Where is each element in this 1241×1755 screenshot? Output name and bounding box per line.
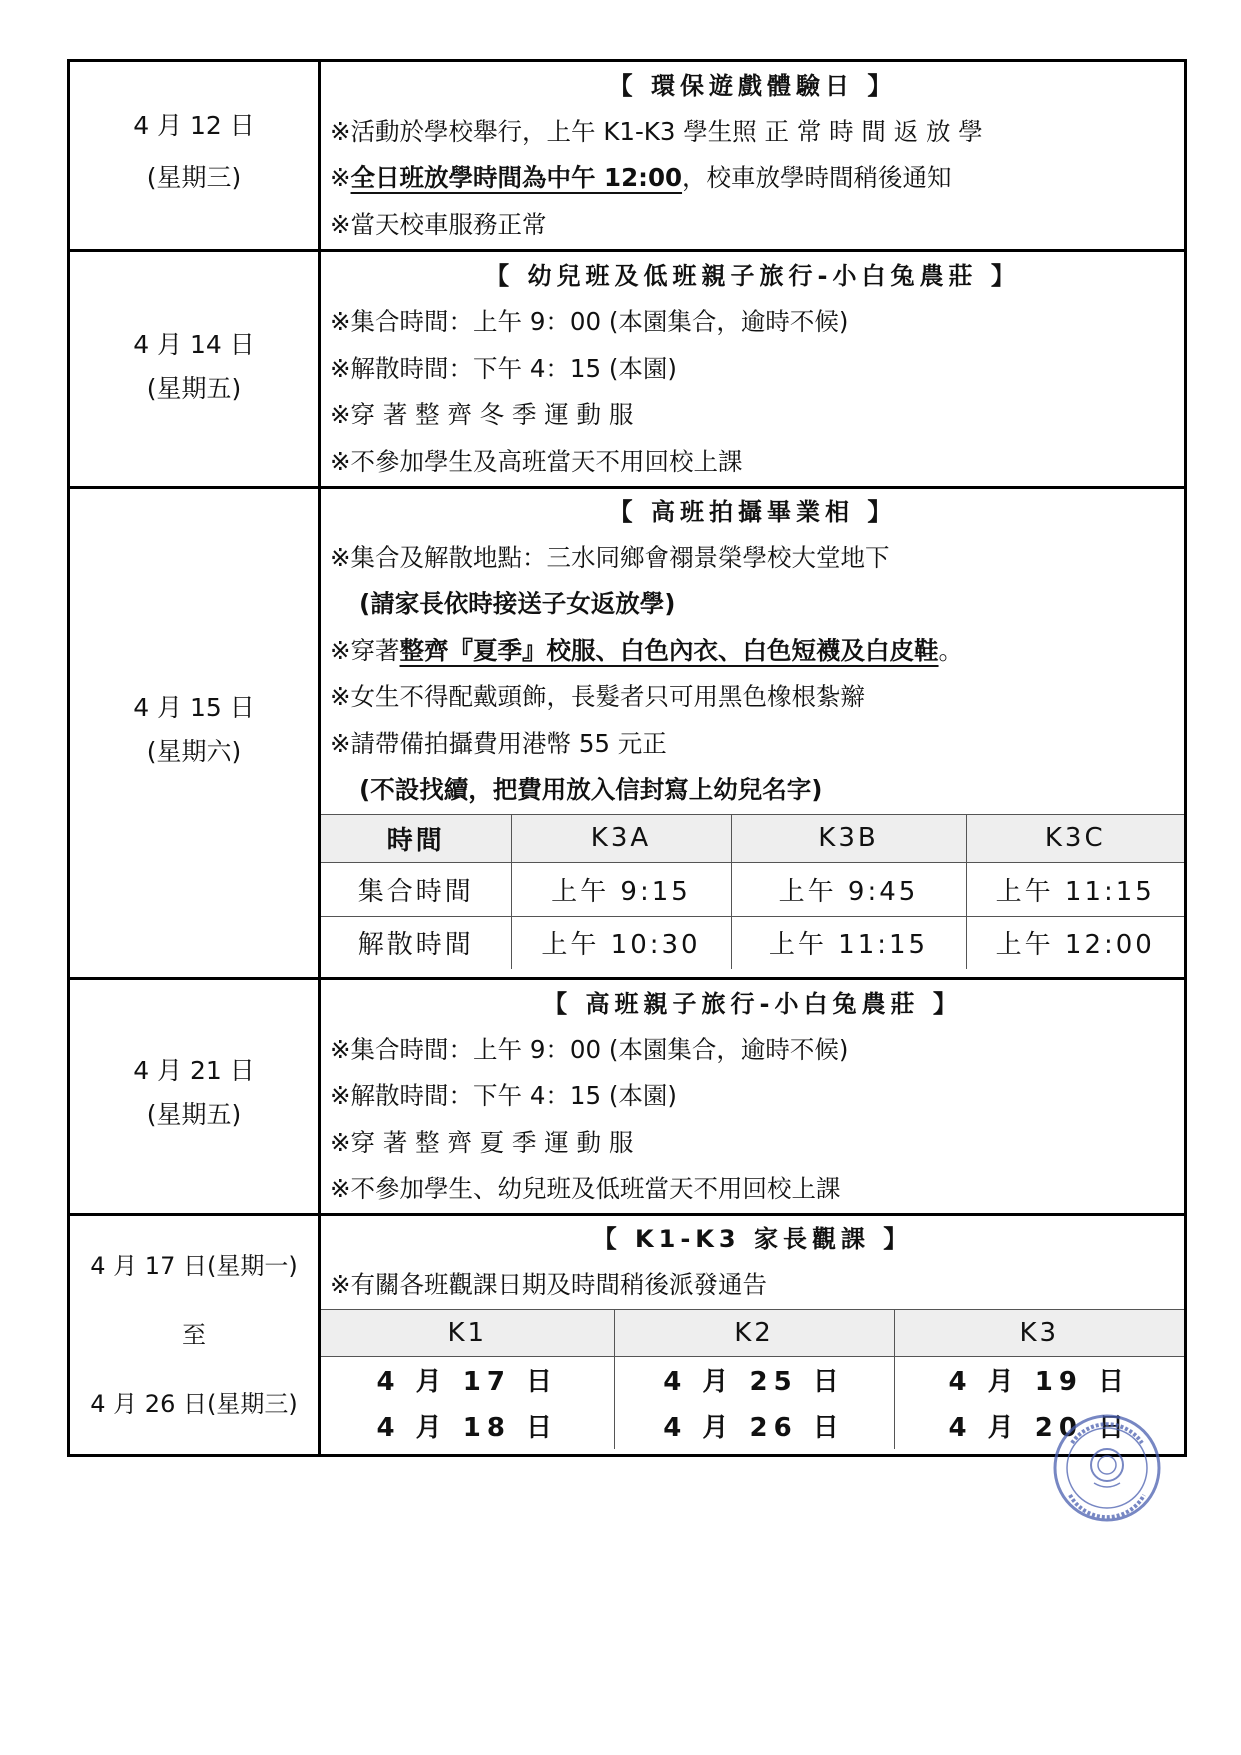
event-weekday: (星期三) [146, 162, 242, 192]
line-prefix: ※穿著 [330, 635, 400, 665]
table-cell: 上午 11:15 [731, 916, 966, 969]
event-date: 4 月 12 日 [133, 110, 255, 140]
event-title: 【 K1-K3 家長觀課 】 [592, 1225, 913, 1254]
table-header: K2 [614, 1309, 894, 1356]
table-header: K3A [511, 814, 731, 862]
event-details [320, 487, 1186, 978]
event-date: 4 月 21 日 [133, 1055, 255, 1085]
highlight-text: 全日班放學時間為中午 12:00 [350, 163, 683, 193]
event-line: ※解散時間：下午 4：15 (本園) [330, 353, 677, 383]
table-cell: 4 月 18 日 [321, 1403, 614, 1449]
event-weekday: (星期六) [146, 736, 242, 766]
event-note: (不設找續，把費用放入信封寫上幼兒名字) [359, 775, 823, 805]
event-title: 【 高班拍攝畢業相 】 [608, 497, 897, 526]
date-cell [69, 487, 320, 978]
event-date-start: 4 月 17 日(星期一) [90, 1252, 298, 1281]
table-row [321, 862, 1184, 916]
table-row [321, 916, 1184, 969]
table-header: 時間 [321, 814, 511, 862]
table-header: K3C [966, 814, 1184, 862]
highlight-text: 整齊『夏季』校服、白色內衣、白色短襪及白皮鞋 [399, 635, 939, 665]
table-cell: 4 月 20 日 [894, 1403, 1184, 1449]
event-line: ※請帶備拍攝費用港幣 55 元正 [330, 728, 667, 758]
event-date-to: 至 [182, 1321, 206, 1350]
event-line: ※解散時間：下午 4：15 (本園) [330, 1081, 677, 1111]
event-line [321, 628, 1184, 675]
table-cell: 上午 12:00 [966, 916, 1184, 969]
event-title: 【 幼兒班及低班親子旅行-小白兔農莊 】 [485, 262, 1020, 291]
event-line: ※穿 著 整 齊 夏 季 運 動 服 [330, 1127, 634, 1157]
table-cell: 集合時間 [321, 862, 511, 916]
line-suffix: ，校車放學時間稍後通知 [682, 163, 952, 193]
photo-time-table [321, 814, 1184, 969]
table-header-row [321, 814, 1184, 862]
table-cell: 4 月 17 日 [321, 1356, 614, 1403]
date-cell [69, 1215, 320, 1456]
date-cell [69, 61, 320, 251]
event-line: ※當天校車服務正常 [330, 209, 547, 239]
event-note: (請家長依時接送子女返放學) [359, 589, 676, 619]
table-row [321, 1356, 1184, 1403]
event-line: ※集合時間：上午 9：00 (本園集合，逾時不候) [330, 307, 849, 337]
event-weekday: (星期五) [146, 1099, 242, 1129]
table-cell: 上午 9:45 [731, 862, 966, 916]
event-line: ※有關各班觀課日期及時間稍後派發通告 [330, 1270, 768, 1300]
school-seal-icon [1052, 1413, 1162, 1523]
date-cell [69, 251, 320, 488]
table-header: K1 [321, 1309, 614, 1356]
event-line: ※女生不得配戴頭飾，長髮者只可用黑色橡根紮辮 [330, 682, 866, 712]
event-row [69, 487, 1186, 978]
event-line: ※集合時間：上午 9：00 (本園集合，逾時不候) [330, 1034, 849, 1064]
event-line: ※不參加學生及高班當天不用回校上課 [330, 446, 743, 476]
line-suffix: 。 [938, 635, 964, 665]
table-cell: 4 月 19 日 [894, 1356, 1184, 1403]
event-details [320, 61, 1186, 251]
line-prefix: ※ [330, 163, 351, 193]
event-line: ※不參加學生、幼兒班及低班當天不用回校上課 [330, 1174, 841, 1204]
table-cell: 上午 10:30 [511, 916, 731, 969]
date-cell [69, 978, 320, 1215]
event-details [320, 251, 1186, 488]
event-date: 4 月 15 日 [133, 693, 255, 723]
event-title: 【 環保遊戲體驗日 】 [608, 71, 897, 100]
table-cell: 上午 11:15 [966, 862, 1184, 916]
event-weekday: (星期五) [146, 374, 242, 404]
event-row [69, 251, 1186, 488]
event-row [69, 978, 1186, 1215]
table-header: K3B [731, 814, 966, 862]
event-date-end: 4 月 26 日(星期三) [90, 1390, 298, 1419]
table-cell: 4 月 25 日 [614, 1356, 894, 1403]
table-cell: 4 月 26 日 [614, 1403, 894, 1449]
event-line: ※穿 著 整 齊 冬 季 運 動 服 [330, 400, 634, 430]
event-line: ※集合及解散地點：三水同鄉會禤景榮學校大堂地下 [330, 542, 890, 572]
event-date: 4 月 14 日 [133, 330, 255, 360]
table-cell: 解散時間 [321, 916, 511, 969]
event-line: ※活動於學校舉行，上午 K1-K3 學生照 正 常 時 間 返 放 學 [330, 116, 983, 146]
event-details [320, 978, 1186, 1215]
event-line [321, 155, 1184, 202]
event-row [69, 61, 1186, 251]
schedule-table [67, 59, 1187, 1457]
event-row [69, 1215, 1186, 1456]
table-cell: 上午 9:15 [511, 862, 731, 916]
table-header: K3 [894, 1309, 1184, 1356]
event-title: 【 高班親子旅行-小白兔農莊 】 [543, 989, 962, 1018]
table-header-row [321, 1309, 1184, 1356]
